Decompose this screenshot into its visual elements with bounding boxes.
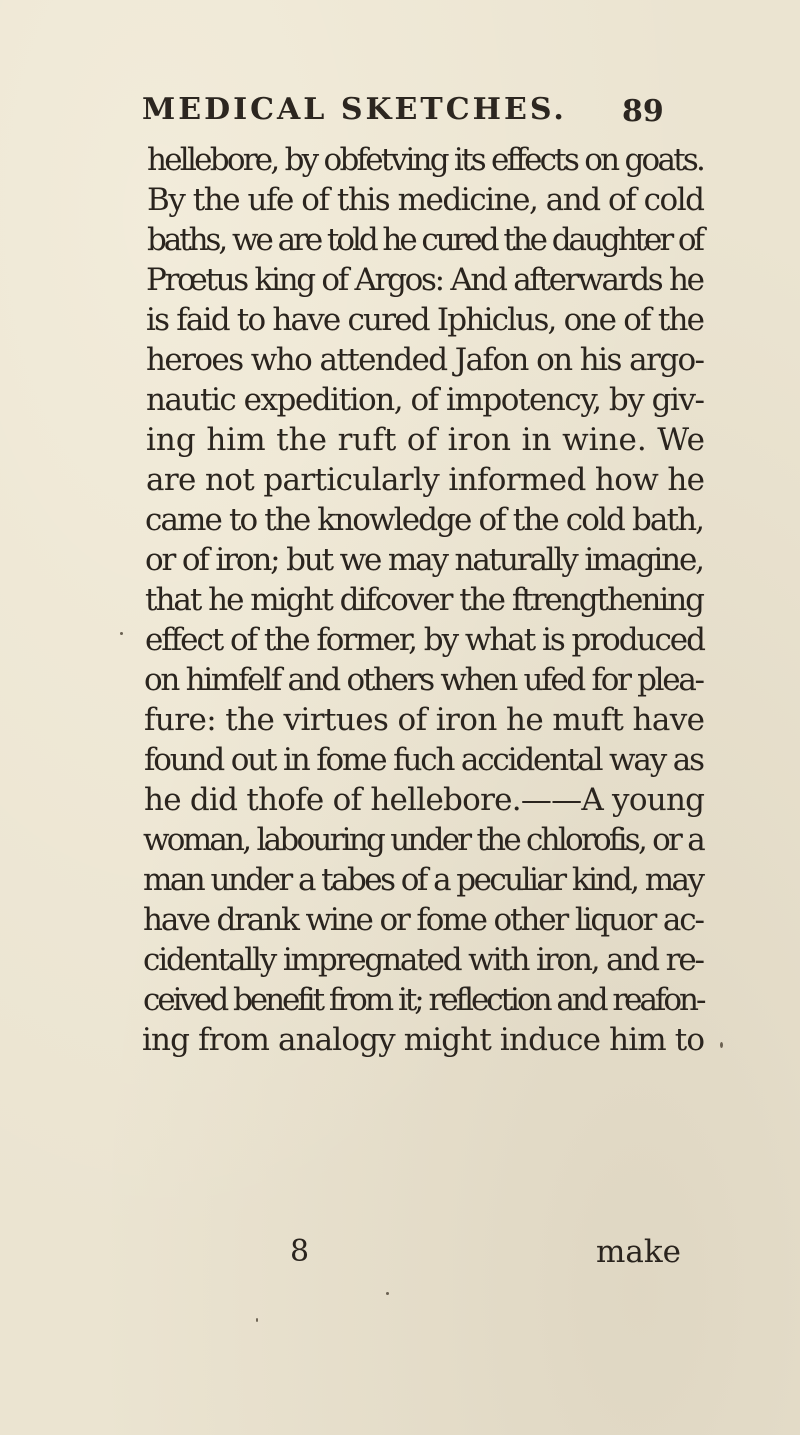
- paper-speck: [256, 1318, 258, 1322]
- text-line: ing from analogy might induce him to: [142, 1022, 705, 1058]
- paper-speck: [386, 1292, 389, 1295]
- text-line: hellebore, by obfetving its effects on goats.: [147, 142, 704, 178]
- text-line: are not particularly informed how he: [146, 462, 705, 498]
- text-line: that he might difcover the ftrengthening: [145, 582, 703, 618]
- text-line: have drank wine or fome other liquor ac-: [143, 902, 703, 938]
- text-line: baths, we are told he cured the daughter of: [147, 222, 702, 258]
- catchword: make: [596, 1234, 682, 1270]
- text-line: woman, labouring under the chlorofis, or a: [143, 822, 703, 858]
- paper-speck: [720, 1042, 723, 1048]
- text-line: nautic expedition, of impotency, by giv-: [146, 382, 704, 418]
- text-line: fure: the virtues of iron he muft have: [144, 702, 705, 738]
- text-line: he did thofe of hellebore.——A young: [144, 782, 705, 818]
- running-head: MEDICAL SKETCHES.: [142, 92, 567, 127]
- page-header: [0, 92, 800, 132]
- text-line: is faid to have cured Iphiclus, one of the: [146, 302, 704, 338]
- text-line: found out in fome fuch accidental way as: [144, 742, 703, 778]
- page-footer: [0, 1234, 800, 1274]
- text-line: ceived benefit from it; reflection and reafon-: [143, 982, 704, 1018]
- text-line: By the ufe of this medicine, and of cold: [147, 182, 704, 218]
- paper-speck: [120, 632, 123, 635]
- page-number: 89: [622, 94, 664, 129]
- text-line: ing him the ruft of iron in wine. We: [146, 422, 705, 458]
- text-line: heroes who attended Jafon on his argo-: [146, 342, 704, 378]
- text-line: or of iron; but we may naturally imagine,: [145, 542, 703, 578]
- signature-mark: 8: [290, 1234, 310, 1269]
- text-line: Prœtus king of Argos: And afterwards he: [146, 262, 703, 298]
- text-line: cidentally impregnated with iron, and re-: [143, 942, 703, 978]
- text-line: effect of the former, by what is produced: [145, 622, 704, 658]
- text-line: came to the knowledge of the cold bath,: [145, 502, 704, 538]
- text-line: on himfelf and others when ufed for plea-: [144, 662, 703, 698]
- text-line: man under a tabes of a peculiar kind, may: [143, 862, 703, 898]
